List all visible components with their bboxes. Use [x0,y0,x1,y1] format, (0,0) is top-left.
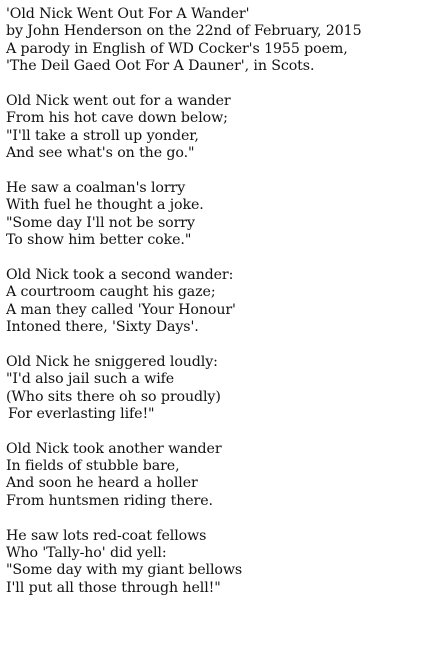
verse-line: A courtroom caught his gaze; [6,284,216,301]
verse-line: And soon he heard a holler [6,475,198,492]
stanza-2 [6,180,436,250]
poem-document [6,6,436,597]
verse-line: In fields of stubble bare, [6,458,180,475]
verse-line: With fuel he thought a joke. [6,197,204,214]
verse-line: I'll put all those through hell!" [6,579,221,596]
poem-subtitle-line-1: A parody in English of WD Cocker's 1955 poem, [6,40,348,57]
stanza-4 [6,354,436,424]
stanza-6 [6,528,436,598]
stanza-5 [6,441,436,511]
stanza-1 [6,93,436,163]
verse-line: Old Nick took a second wander: [6,266,234,283]
verse-line: Who 'Tally-ho' did yell: [6,544,167,561]
verse-line: To show him better coke." [6,232,192,249]
verse-line: Old Nick took another wander [6,440,222,457]
verse-line: "I'd also jail such a wife [6,371,175,388]
poem-subtitle-line-2: 'The Deil Gaed Oot For A Dauner', in Scots. [6,58,315,75]
poem-byline: by John Henderson on the 22nd of February, 2015 [6,23,362,40]
verse-line: From his hot cave down below; [6,110,228,127]
verse-line: He saw a coalman's lorry [6,179,186,196]
verse-line: Old Nick went out for a wander [6,92,231,109]
verse-line: "I'll take a stroll up yonder, [6,127,199,144]
verse-line: And see what's on the go." [6,145,195,162]
verse-line: A man they called 'Your Honour' [6,301,236,318]
stanza-3 [6,267,436,337]
verse-line: From huntsmen riding there. [6,492,213,509]
verse-line: Intoned there, 'Sixty Days'. [6,318,199,335]
verse-line: "Some day I'll not be sorry [6,214,195,231]
verse-line: (Who sits there oh so proudly) [6,388,221,405]
verse-line: He saw lots red-coat fellows [6,527,207,544]
verse-line: "Some day with my giant bellows [6,562,243,579]
poem-title: 'Old Nick Went Out For A Wander' [6,6,250,22]
verse-line: For everlasting life!" [8,405,155,422]
poem-header [6,6,436,76]
verse-line: Old Nick he sniggered loudly: [6,353,218,370]
